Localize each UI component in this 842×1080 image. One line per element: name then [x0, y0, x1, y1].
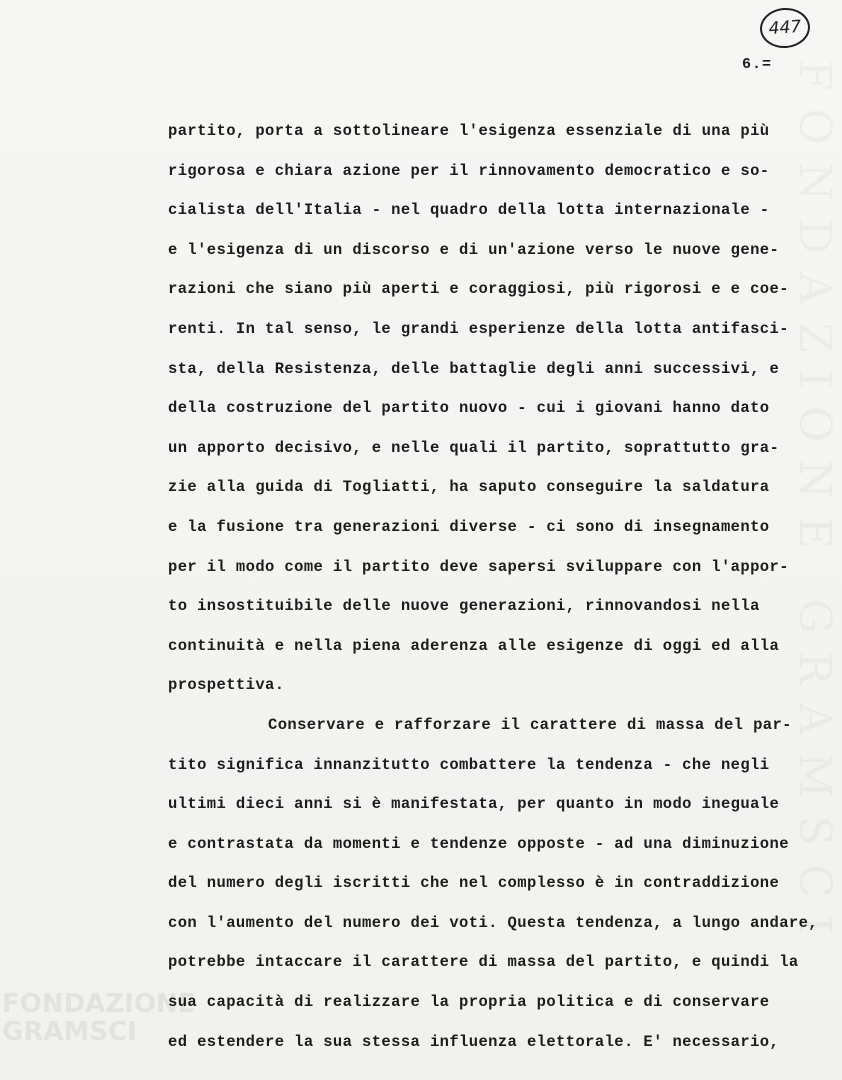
text-line: potrebbe intaccare il carattere di massa del partito, e quindi la [168, 953, 799, 972]
text-line: zie alla guida di Togliatti, ha saputo conseguire la saldatura [168, 478, 770, 497]
text-line: razioni che siano più aperti e coraggiosi, più rigorosi e e coe- [168, 280, 789, 299]
text-line: con l'aumento del numero dei voti. Questa tendenza, a lungo andare, [168, 913, 819, 932]
text-line: sua capacità di realizzare la propria politica e di conservare [168, 993, 770, 1012]
text-line: e l'esigenza di un discorso e di un'azione verso le nuove gene- [168, 240, 780, 259]
text-line: renti. In tal senso, le grandi esperienze della lotta antifasci- [168, 319, 789, 338]
text-line: prospettiva. [168, 676, 285, 695]
text-line: un apporto decisivo, e nelle quali il partito, soprattutto gra- [168, 438, 780, 457]
text-line: ed estendere la sua stessa influenza elettorale. E' necessario, [168, 1032, 780, 1051]
page-number: 6.= [742, 56, 773, 73]
text-line: tito significa innanzitutto combattere la tendenza - che negli [168, 755, 770, 774]
logo-line-2: GRAMSCI [2, 1017, 137, 1047]
text-line-paragraph-start: Conservare e rafforzare il carattere di massa del par- [268, 715, 792, 734]
archive-number-stamp: 447 [759, 6, 812, 49]
foundation-logo-watermark [2, 990, 195, 1046]
text-line: sta, della Resistenza, delle battaglie degli anni successivi, e [168, 359, 780, 378]
body-text [168, 112, 818, 1062]
text-line: della costruzione del partito nuovo - cui i giovani hanno dato [168, 399, 770, 418]
text-line: partito, porta a sottolineare l'esigenza essenziale di una più [168, 122, 770, 140]
text-line: to insostituibile delle nuove generazioni, rinnovandosi nella [168, 597, 760, 616]
text-line: e contrastata da momenti e tendenze opposte - ad una diminuzione [168, 834, 789, 853]
text-line: ultimi dieci anni si è manifestata, per quanto in modo ineguale [168, 795, 780, 814]
logo-line-1: FONDAZIONE [2, 989, 196, 1019]
text-line: e la fusione tra generazioni diverse - ci sono di insegnamento [168, 517, 770, 536]
text-line: continuità e nella piena aderenza alle esigenze di oggi ed alla [168, 636, 780, 655]
text-line: per il modo come il partito deve sapersi sviluppare con l'appor- [168, 557, 789, 576]
text-line: del numero degli iscritti che nel complesso è in contraddizione [168, 874, 780, 893]
text-line: cialista dell'Italia - nel quadro della lotta internazionale - [168, 201, 770, 220]
text-line: rigorosa e chiara azione per il rinnovamento democratico e so- [168, 161, 770, 180]
